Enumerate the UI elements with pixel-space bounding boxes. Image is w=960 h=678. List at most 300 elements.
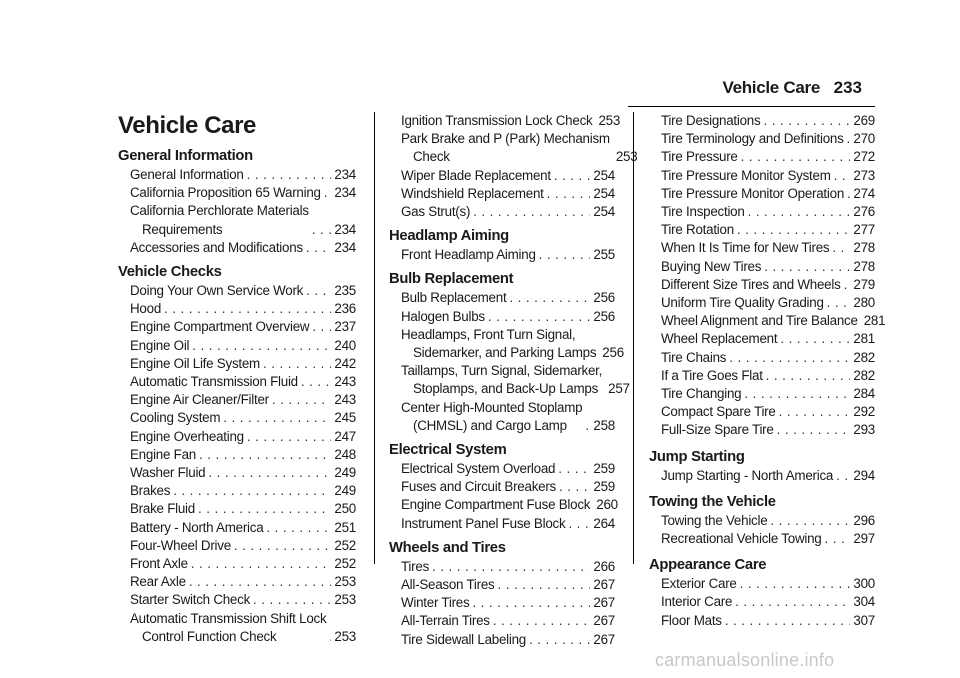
toc-entry-title bbox=[130, 282, 303, 300]
toc-column-3 bbox=[649, 112, 886, 630]
toc-entry-line: Full-Size Spare Tire bbox=[661, 422, 774, 438]
toc-entry[interactable] bbox=[118, 537, 356, 555]
toc-section-wheels-and-tires-continued bbox=[649, 112, 886, 440]
running-title: Vehicle Care bbox=[722, 78, 820, 97]
toc-entry-line: Tire Chains bbox=[661, 349, 727, 365]
toc-entry-title bbox=[130, 482, 170, 500]
toc-entry-line: Halogen Bulbs bbox=[401, 308, 485, 324]
toc-entry-title bbox=[401, 478, 556, 496]
toc-entry-line: Tire Pressure bbox=[661, 149, 738, 165]
dot-leader bbox=[740, 575, 851, 593]
section-heading: Headlamp Aiming bbox=[389, 228, 509, 245]
dot-leader bbox=[554, 167, 591, 185]
toc-entry-title bbox=[661, 112, 760, 130]
toc-entry-title bbox=[130, 519, 263, 537]
toc-entry-line: Electrical System Overload bbox=[401, 461, 556, 477]
toc-entry-line: Tires bbox=[401, 558, 430, 574]
toc-entry-title bbox=[401, 130, 610, 166]
toc-page-number: 252 bbox=[334, 537, 356, 553]
toc-entry[interactable] bbox=[118, 482, 356, 500]
toc-page-number: 307 bbox=[853, 612, 875, 628]
dot-leader bbox=[763, 112, 850, 130]
toc-entry-line: Floor Mats bbox=[661, 612, 722, 628]
toc-page-number: 293 bbox=[853, 422, 875, 438]
toc-entry-title bbox=[401, 594, 469, 612]
header-rule bbox=[628, 106, 875, 107]
toc-entry-title bbox=[130, 428, 244, 446]
dot-leader bbox=[779, 403, 851, 421]
toc-entry-line: Fuses and Circuit Breakers bbox=[401, 479, 556, 495]
dot-leader bbox=[198, 500, 331, 518]
toc-entry-title bbox=[401, 515, 565, 533]
dot-leader bbox=[725, 612, 851, 630]
toc-page-number: 280 bbox=[853, 295, 875, 311]
toc-section-headlamp-aiming bbox=[389, 227, 615, 264]
toc-entry-title bbox=[130, 355, 260, 373]
toc-entry-title bbox=[661, 512, 767, 530]
toc-entry[interactable] bbox=[649, 467, 875, 485]
toc-entry-line-continued: Check bbox=[413, 149, 450, 165]
toc-entry-line: Tire Pressure Monitor Operation bbox=[661, 185, 845, 201]
toc-entry-title bbox=[130, 337, 189, 355]
toc-page-number: 254 bbox=[593, 167, 615, 183]
dot-leader bbox=[498, 576, 591, 594]
toc-entry-line: Uniform Tire Quality Grading bbox=[661, 295, 824, 311]
toc-entry[interactable] bbox=[118, 337, 356, 355]
dot-leader bbox=[301, 373, 332, 391]
dot-leader bbox=[164, 300, 331, 318]
toc-entry-title bbox=[130, 500, 195, 518]
toc-entry-line: Front Headlamp Aiming bbox=[401, 247, 536, 263]
toc-section-wheels-and-tires bbox=[389, 539, 615, 649]
toc-entry-title bbox=[130, 239, 303, 257]
toc-section-general-information bbox=[118, 147, 356, 257]
toc-entry[interactable] bbox=[649, 512, 875, 530]
toc-entry-title bbox=[661, 312, 858, 330]
toc-page-number: 274 bbox=[853, 185, 875, 201]
toc-entry-line: Gas Strut(s) bbox=[401, 204, 471, 220]
toc-entry[interactable] bbox=[649, 330, 875, 348]
toc-entry[interactable] bbox=[649, 148, 875, 166]
dot-leader bbox=[191, 555, 332, 573]
toc-page-number: 269 bbox=[853, 113, 875, 128]
toc-page-number: 240 bbox=[334, 337, 356, 353]
toc-entry-title bbox=[401, 362, 602, 398]
dot-leader bbox=[324, 184, 332, 202]
toc-page-number: 259 bbox=[593, 479, 615, 495]
toc-page-number: 260 bbox=[596, 497, 618, 513]
toc-entry[interactable] bbox=[389, 167, 615, 185]
toc-page-number: 300 bbox=[853, 576, 875, 592]
toc-entry-title bbox=[401, 326, 596, 362]
toc-page-number: 234 bbox=[334, 185, 356, 201]
toc-entry-title bbox=[401, 496, 590, 514]
toc-entry-line: Tire Inspection bbox=[661, 204, 745, 220]
toc-page-number: 247 bbox=[334, 428, 356, 444]
toc-entry-title bbox=[661, 203, 745, 221]
toc-column-1 bbox=[118, 112, 356, 646]
toc-page-number: 253 bbox=[334, 574, 356, 590]
toc-page-number: 257 bbox=[608, 381, 630, 397]
toc-entry[interactable] bbox=[118, 318, 356, 336]
dot-leader bbox=[729, 349, 850, 367]
toc-entry[interactable] bbox=[389, 576, 615, 594]
toc-entry[interactable] bbox=[118, 166, 356, 184]
toc-page-number: 279 bbox=[853, 276, 875, 292]
toc-entry-title bbox=[401, 612, 490, 630]
toc-entry[interactable] bbox=[649, 112, 875, 130]
toc-entry[interactable] bbox=[389, 289, 615, 307]
dot-leader bbox=[234, 537, 331, 555]
toc-page-number: 281 bbox=[863, 313, 886, 329]
dot-leader bbox=[547, 185, 591, 203]
section-heading: Jump Starting bbox=[649, 448, 745, 465]
toc-entry-line: Instrument Panel Fuse Block bbox=[401, 515, 566, 531]
toc-entry[interactable] bbox=[118, 591, 356, 609]
toc-entry-title bbox=[130, 537, 231, 555]
toc-entry-line: Headlamps, Front Turn Signal, bbox=[401, 326, 576, 342]
toc-entry[interactable] bbox=[649, 221, 875, 239]
chapter-title: Vehicle Care bbox=[118, 112, 256, 139]
toc-entry[interactable] bbox=[649, 185, 875, 203]
column-divider bbox=[374, 112, 375, 564]
toc-entry-title bbox=[661, 185, 844, 203]
toc-entry-line: Tire Changing bbox=[661, 386, 742, 402]
dot-leader bbox=[832, 239, 850, 257]
toc-page-number: 236 bbox=[334, 301, 356, 317]
toc-page-number: 281 bbox=[853, 331, 875, 347]
toc-entry-line: Cooling System bbox=[130, 410, 221, 426]
toc-entry-line: Different Size Tires and Wheels bbox=[661, 276, 841, 292]
toc-entry[interactable] bbox=[118, 428, 356, 446]
toc-entry-title bbox=[661, 530, 822, 548]
toc-entry[interactable] bbox=[118, 446, 356, 464]
toc-page-number: 276 bbox=[853, 204, 875, 220]
toc-entry-title bbox=[130, 409, 220, 427]
toc-entry[interactable] bbox=[649, 294, 875, 312]
toc-entry-title bbox=[661, 349, 726, 367]
toc-entry[interactable] bbox=[118, 202, 356, 238]
toc-entry[interactable] bbox=[389, 558, 615, 576]
toc-entry[interactable] bbox=[649, 593, 875, 611]
toc-entry[interactable] bbox=[118, 300, 356, 318]
toc-entry[interactable] bbox=[389, 203, 615, 221]
toc-entry-title bbox=[401, 460, 555, 478]
toc-page-number: 234 bbox=[334, 167, 356, 182]
toc-entry-title bbox=[130, 446, 196, 464]
toc-entry[interactable] bbox=[389, 185, 615, 203]
toc-page-number: 242 bbox=[334, 355, 356, 371]
toc-entry[interactable] bbox=[389, 326, 624, 362]
toc-entry-title bbox=[130, 300, 161, 318]
toc-entry[interactable] bbox=[649, 167, 875, 185]
dot-leader bbox=[173, 482, 331, 500]
dot-leader bbox=[735, 593, 850, 611]
toc-entry[interactable] bbox=[389, 130, 638, 166]
toc-section-electrical-system bbox=[389, 441, 618, 533]
dot-leader bbox=[825, 530, 851, 548]
dot-leader bbox=[247, 166, 332, 184]
toc-page-number: 256 bbox=[593, 308, 615, 324]
toc-page-number: 266 bbox=[593, 558, 615, 574]
toc-entry-line: Towing the Vehicle bbox=[661, 512, 768, 528]
toc-entry-line: Doing Your Own Service Work bbox=[130, 283, 304, 299]
toc-entry-line: Engine Air Cleaner/Filter bbox=[130, 392, 269, 408]
toc-entry[interactable] bbox=[118, 184, 356, 202]
toc-entry[interactable] bbox=[649, 239, 875, 257]
toc-entry[interactable] bbox=[389, 308, 615, 326]
toc-entry-line: Interior Care bbox=[661, 594, 733, 610]
toc-page-number: 277 bbox=[853, 222, 875, 238]
toc-page-number: 256 bbox=[593, 290, 615, 306]
toc-entry[interactable] bbox=[118, 555, 356, 573]
toc-entry-title bbox=[661, 403, 776, 421]
toc-page-number: 294 bbox=[853, 467, 875, 483]
toc-page-number: 254 bbox=[593, 185, 615, 201]
dot-leader bbox=[432, 558, 590, 576]
watermark: carmanualsonline.info bbox=[655, 650, 835, 670]
toc-entry[interactable] bbox=[118, 519, 356, 537]
toc-page-number: 249 bbox=[334, 465, 356, 481]
toc-entry-line: Four-Wheel Drive bbox=[130, 537, 231, 553]
dot-leader bbox=[266, 519, 331, 537]
toc-entry-line: Wheel Alignment and Tire Balance bbox=[661, 313, 858, 329]
toc-entry[interactable] bbox=[118, 409, 356, 427]
toc-column-2 bbox=[389, 112, 638, 649]
page-number: 233 bbox=[833, 78, 862, 97]
toc-page-number: 235 bbox=[334, 283, 356, 299]
toc-entry-title bbox=[401, 289, 506, 307]
toc-entry-line: Taillamps, Turn Signal, Sidemarker, bbox=[401, 363, 603, 379]
toc-page-number: 255 bbox=[593, 247, 615, 263]
dot-leader bbox=[539, 246, 591, 264]
toc-entry[interactable] bbox=[389, 460, 615, 478]
dot-leader bbox=[741, 148, 851, 166]
toc-entry-line: Windshield Replacement bbox=[401, 185, 544, 201]
toc-page-number: 256 bbox=[602, 345, 624, 361]
toc-entry[interactable] bbox=[118, 373, 356, 391]
toc-page-number: 267 bbox=[593, 595, 615, 611]
toc-entry-line: General Information bbox=[130, 167, 244, 182]
toc-entry-title bbox=[130, 573, 186, 591]
toc-entry-title bbox=[661, 239, 829, 257]
toc-entry-line: Park Brake and P (Park) Mechanism bbox=[401, 131, 610, 147]
toc-entry-line: Bulb Replacement bbox=[401, 290, 507, 306]
toc-entry[interactable] bbox=[118, 282, 356, 300]
toc-entry-line: Exterior Care bbox=[661, 576, 737, 592]
toc-entry-title bbox=[130, 610, 326, 646]
dot-leader bbox=[263, 355, 331, 373]
toc-entry-line: Hood bbox=[130, 301, 162, 317]
dot-leader bbox=[559, 478, 590, 496]
toc-entry-title bbox=[401, 112, 592, 130]
toc-entry[interactable] bbox=[649, 421, 875, 439]
toc-entry[interactable] bbox=[389, 399, 615, 435]
toc-entry[interactable] bbox=[649, 575, 875, 593]
toc-page-number: 292 bbox=[853, 404, 875, 420]
toc-page-number: 251 bbox=[334, 519, 356, 535]
dot-leader bbox=[836, 467, 850, 485]
toc-entry-line: Tire Pressure Monitor System bbox=[661, 167, 831, 183]
toc-entry[interactable] bbox=[389, 478, 615, 496]
dot-leader bbox=[770, 512, 850, 530]
toc-entry[interactable] bbox=[118, 610, 356, 646]
toc-entry-line: Wheel Replacement bbox=[661, 331, 778, 347]
toc-entry[interactable] bbox=[649, 349, 875, 367]
section-heading: Towing the Vehicle bbox=[649, 493, 776, 510]
toc-entry[interactable] bbox=[649, 203, 875, 221]
toc-entry-line: Engine Oil bbox=[130, 337, 190, 353]
toc-page-number: 284 bbox=[853, 386, 875, 402]
toc-page-number: 264 bbox=[593, 515, 615, 531]
dot-leader bbox=[748, 203, 851, 221]
dot-leader bbox=[312, 318, 331, 336]
dot-leader bbox=[312, 221, 332, 239]
toc-entry-line: Automatic Transmission Shift Lock bbox=[130, 610, 327, 626]
toc-page-number: 258 bbox=[593, 417, 615, 433]
toc-entry-title bbox=[661, 467, 833, 485]
toc-page-number: 243 bbox=[334, 374, 356, 390]
dot-leader bbox=[488, 308, 591, 326]
toc-entry-title bbox=[661, 258, 761, 276]
toc-entry-line: Engine Compartment Fuse Block bbox=[401, 497, 591, 513]
toc-page-number: 253 bbox=[334, 628, 356, 644]
toc-page-number: 248 bbox=[334, 446, 356, 462]
toc-entry[interactable] bbox=[649, 130, 875, 148]
toc-page-number: 282 bbox=[853, 349, 875, 365]
toc-entry-line: All-Season Tires bbox=[401, 577, 495, 593]
toc-entry-title bbox=[401, 185, 544, 203]
section-heading: Wheels and Tires bbox=[389, 539, 506, 556]
toc-entry[interactable] bbox=[649, 530, 875, 548]
dot-leader bbox=[306, 282, 331, 300]
toc-entry-title bbox=[130, 202, 309, 238]
toc-page-number: 243 bbox=[334, 392, 356, 408]
toc-entry-title bbox=[661, 385, 741, 403]
column-divider bbox=[633, 112, 634, 564]
toc-entry-line: Jump Starting - North America bbox=[661, 467, 834, 483]
toc-entry-line: Engine Fan bbox=[130, 446, 196, 462]
toc-entry-title bbox=[661, 593, 732, 611]
toc-entry[interactable] bbox=[389, 112, 621, 130]
section-heading: Bulb Replacement bbox=[389, 271, 514, 288]
dot-leader bbox=[192, 337, 331, 355]
dot-leader bbox=[568, 515, 590, 533]
toc-page-number: 254 bbox=[593, 204, 615, 220]
toc-entry-line: Tire Designations bbox=[661, 113, 761, 128]
dot-leader bbox=[509, 289, 590, 307]
toc-entry-title bbox=[130, 391, 269, 409]
toc-entry-line: Battery - North America bbox=[130, 519, 264, 535]
toc-entry[interactable] bbox=[118, 464, 356, 482]
toc-page-number: 245 bbox=[334, 410, 356, 426]
toc-entry[interactable] bbox=[389, 515, 615, 533]
toc-entry-line: Wiper Blade Replacement bbox=[401, 167, 551, 183]
toc-entry-title bbox=[401, 308, 485, 326]
toc-entry[interactable] bbox=[649, 612, 875, 630]
toc-entry[interactable] bbox=[118, 573, 356, 591]
toc-entry[interactable] bbox=[649, 276, 875, 294]
toc-entry[interactable] bbox=[649, 258, 875, 276]
toc-page-number: 267 bbox=[593, 613, 615, 629]
dot-leader bbox=[766, 367, 851, 385]
toc-page-number: 273 bbox=[853, 167, 875, 183]
dot-leader bbox=[827, 294, 851, 312]
toc-entry-line: Tire Terminology and Definitions bbox=[661, 131, 844, 147]
toc-page-number: 252 bbox=[334, 556, 356, 572]
toc-section-bulb-replacement bbox=[389, 270, 630, 435]
toc-entry[interactable] bbox=[389, 612, 615, 630]
toc-entry-line: Winter Tires bbox=[401, 595, 470, 611]
toc-entry-line: Engine Overheating bbox=[130, 428, 244, 444]
toc-entry-line: Engine Compartment Overview bbox=[130, 319, 310, 335]
toc-entry-line-continued: Stoplamps, and Back-Up Lamps bbox=[413, 381, 599, 397]
dot-leader bbox=[844, 276, 851, 294]
toc-entry-line: Buying New Tires bbox=[661, 258, 762, 274]
toc-entry-line-continued: (CHMSL) and Cargo Lamp bbox=[413, 417, 567, 433]
dot-leader bbox=[764, 258, 850, 276]
toc-entry-line-continued: Sidemarker, and Parking Lamps bbox=[413, 345, 597, 361]
toc-entry-line: Compact Spare Tire bbox=[661, 404, 776, 420]
toc-section-jump-starting bbox=[649, 448, 875, 485]
toc-entry-title bbox=[130, 373, 298, 391]
toc-entry[interactable] bbox=[649, 312, 886, 330]
toc-page-number: 249 bbox=[334, 483, 356, 499]
toc-entry-line: When It Is Time for New Tires bbox=[661, 240, 830, 256]
running-header bbox=[0, 78, 960, 108]
toc-entry-line: Rear Axle bbox=[130, 574, 186, 590]
toc-entry[interactable] bbox=[389, 594, 615, 612]
section-heading: General Information bbox=[118, 148, 253, 164]
toc-entry[interactable] bbox=[118, 355, 356, 373]
toc-page-number: 278 bbox=[853, 258, 875, 274]
toc-entry[interactable] bbox=[389, 362, 630, 398]
dot-leader bbox=[847, 130, 851, 148]
dot-leader bbox=[189, 573, 332, 591]
toc-entry[interactable] bbox=[118, 391, 356, 409]
toc-entry-title bbox=[401, 558, 429, 576]
toc-entry[interactable] bbox=[118, 500, 356, 518]
toc-entry[interactable] bbox=[649, 385, 875, 403]
toc-entry[interactable] bbox=[118, 239, 356, 257]
toc-entry-line-continued: Control Function Check bbox=[142, 628, 277, 644]
toc-entry-line: Tire Sidewall Labeling bbox=[401, 631, 527, 647]
toc-section-vehicle-checks bbox=[118, 263, 356, 646]
section-heading: Vehicle Checks bbox=[118, 264, 222, 281]
toc-page-number: 282 bbox=[853, 367, 875, 383]
dot-leader bbox=[744, 385, 850, 403]
dot-leader bbox=[329, 628, 331, 646]
dot-leader bbox=[780, 330, 850, 348]
toc-page-number: 297 bbox=[853, 531, 875, 547]
toc-entry-line: Accessories and Modifications bbox=[130, 239, 303, 255]
toc-entry-line: Front Axle bbox=[130, 556, 188, 572]
toc-entry-title bbox=[401, 576, 495, 594]
toc-entry-line: Automatic Transmission Fluid bbox=[130, 374, 298, 390]
toc-section-appearance-care bbox=[649, 556, 875, 630]
toc-entry-line: Brake Fluid bbox=[130, 501, 195, 517]
toc-entry-line-continued: Requirements bbox=[142, 221, 223, 237]
toc-entry-title bbox=[661, 221, 734, 239]
toc-entry[interactable] bbox=[389, 631, 615, 649]
toc-entry[interactable] bbox=[389, 496, 618, 514]
toc-entry-line: California Perchlorate Materials bbox=[130, 203, 309, 219]
toc-entry[interactable] bbox=[649, 403, 875, 421]
toc-entry[interactable] bbox=[649, 367, 875, 385]
toc-entry[interactable] bbox=[389, 246, 615, 264]
toc-entry-title bbox=[401, 167, 551, 185]
toc-page-number: 270 bbox=[853, 131, 875, 147]
